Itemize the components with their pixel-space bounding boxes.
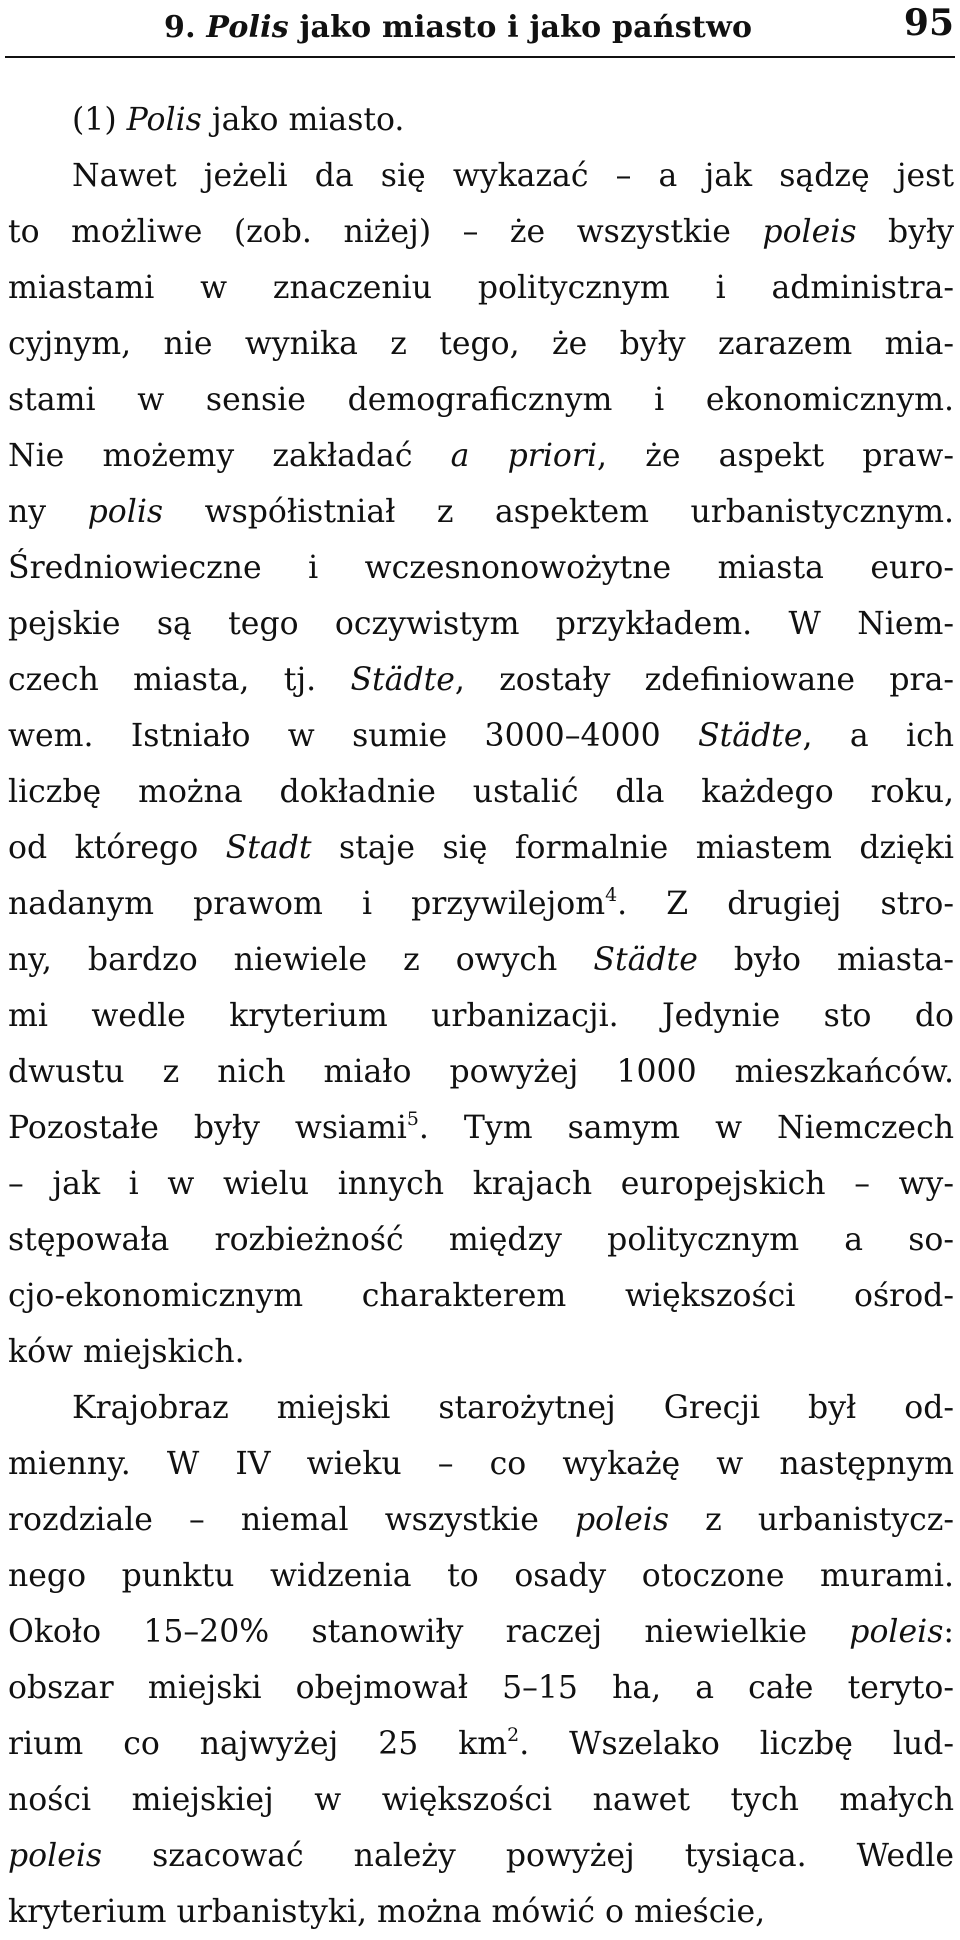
italic-term: Städte bbox=[593, 942, 698, 978]
text-line bbox=[0, 484, 960, 540]
text-line bbox=[0, 820, 960, 876]
text-run: ków miejskich. bbox=[8, 1334, 245, 1370]
text-line bbox=[0, 1660, 960, 1716]
text-run: szacować należy powyżej tysiąca. Wedle bbox=[102, 1838, 954, 1874]
text-line bbox=[0, 708, 960, 764]
text-line bbox=[0, 932, 960, 988]
text-run: było miasta- bbox=[697, 942, 954, 978]
text-line bbox=[0, 204, 960, 260]
text-line bbox=[0, 596, 960, 652]
text-run: były bbox=[856, 214, 955, 250]
footnote-ref: 2 bbox=[507, 1723, 520, 1746]
title-italic: Polis bbox=[206, 10, 289, 45]
text-run: kryterium urbanistyki, można mówić o mieście, bbox=[8, 1894, 766, 1930]
text-line bbox=[0, 92, 960, 148]
italic-term: poleis bbox=[8, 1838, 103, 1874]
text-line bbox=[0, 652, 960, 708]
text-line bbox=[0, 1604, 960, 1660]
text-run: , a ich bbox=[802, 718, 954, 754]
text-line bbox=[0, 1884, 960, 1940]
text-line bbox=[0, 372, 960, 428]
text-run: ny, bardzo niewiele z owych bbox=[8, 942, 594, 978]
text-run: staje się formalnie miastem dzięki bbox=[311, 830, 954, 866]
text-run: cjo-ekonomicznym charakterem większości ośrod- bbox=[8, 1278, 954, 1314]
text-run: , zostały zdefiniowane pra- bbox=[454, 662, 954, 698]
italic-term: poleis bbox=[762, 214, 857, 250]
text-line bbox=[0, 1324, 960, 1380]
text-line bbox=[0, 316, 960, 372]
text-run: rozdziale – niemal wszystkie bbox=[8, 1502, 575, 1538]
text-run: od którego bbox=[8, 830, 226, 866]
text-line bbox=[0, 1828, 960, 1884]
title-rest: jako miasto i jako państwo bbox=[299, 10, 753, 45]
body-text bbox=[0, 92, 960, 1940]
text-run: Średniowieczne i wczesnonowożytne miasta euro- bbox=[8, 550, 954, 586]
text-run: – jak i w wielu innych krajach europejskich – wy- bbox=[8, 1166, 954, 1202]
text-line bbox=[0, 1044, 960, 1100]
text-line bbox=[0, 540, 960, 596]
text-run: , że aspekt praw- bbox=[597, 438, 954, 474]
text-run: Krajobraz miejski starożytnej Grecji był od- bbox=[72, 1390, 954, 1426]
italic-term: polis bbox=[87, 494, 164, 530]
text-run: czech miasta, tj. bbox=[8, 662, 351, 698]
italic-term: Städte bbox=[350, 662, 455, 698]
text-run: to możliwe (zob. niżej) – że wszystkie bbox=[8, 214, 763, 250]
text-line bbox=[0, 1492, 960, 1548]
text-run: mi wedle kryterium urbanizacji. Jedynie sto do bbox=[8, 998, 954, 1034]
text-line bbox=[0, 1212, 960, 1268]
text-run: stami w sensie demograficznym i ekonomicznym. bbox=[8, 382, 954, 418]
text-run: dwustu z nich miało powyżej 1000 mieszkańców. bbox=[8, 1054, 954, 1090]
text-run: z urbanistycz- bbox=[669, 1502, 954, 1538]
text-run: Nawet jeżeli da się wykazać – a jak sądzę jest bbox=[72, 158, 954, 194]
text-run: wem. Istniało w sumie 3000–4000 bbox=[8, 718, 698, 754]
text-run: (1) bbox=[72, 102, 127, 138]
text-run: Około 15–20% stanowiły raczej niewielkie bbox=[8, 1614, 850, 1650]
footnote-ref: 4 bbox=[605, 883, 618, 906]
text-line bbox=[0, 428, 960, 484]
text-run: ności miejskiej w większości nawet tych małych bbox=[8, 1782, 954, 1818]
italic-term: Polis bbox=[126, 102, 202, 138]
text-line bbox=[0, 148, 960, 204]
text-run: cyjnym, nie wynika z tego, że były zarazem mia- bbox=[8, 326, 954, 362]
text-line bbox=[0, 1716, 960, 1772]
page-number: 95 bbox=[903, 2, 954, 44]
text-run: . Wszelako liczbę lud- bbox=[519, 1726, 954, 1762]
text-line bbox=[0, 988, 960, 1044]
text-run: obszar miejski obejmował 5–15 ha, a całe teryto- bbox=[8, 1670, 954, 1706]
italic-term: poleis bbox=[574, 1502, 670, 1538]
italic-term: a priori bbox=[450, 438, 598, 474]
text-run: Pozostałe były wsiami bbox=[8, 1110, 407, 1146]
text-line bbox=[0, 260, 960, 316]
text-run: rium co najwyżej 25 km bbox=[8, 1726, 508, 1762]
header-rule bbox=[5, 56, 955, 58]
text-run: miastami w znaczeniu politycznym i administra- bbox=[8, 270, 954, 306]
text-run: mienny. W IV wieku – co wykażę w następnym bbox=[8, 1446, 954, 1482]
text-run: nadanym prawom i przywilejom bbox=[8, 886, 606, 922]
text-line bbox=[0, 1772, 960, 1828]
text-line bbox=[0, 1268, 960, 1324]
text-run: stępowała rozbieżność między politycznym a so- bbox=[8, 1222, 954, 1258]
text-line bbox=[0, 1100, 960, 1156]
text-run: ny bbox=[8, 494, 88, 530]
text-run: : bbox=[943, 1614, 954, 1650]
italic-term: poleis bbox=[849, 1614, 944, 1650]
italic-term: Städte bbox=[697, 718, 803, 754]
text-run: nego punktu widzenia to osady otoczone murami. bbox=[8, 1558, 954, 1594]
text-line bbox=[0, 876, 960, 932]
chapter-number: 9. bbox=[164, 10, 196, 45]
text-line bbox=[0, 1156, 960, 1212]
running-title bbox=[164, 10, 752, 45]
text-run: pejskie są tego oczywistym przykładem. W Niem- bbox=[8, 606, 954, 642]
running-header bbox=[0, 0, 960, 60]
text-run: liczbę można dokładnie ustalić dla każdego roku, bbox=[8, 774, 954, 810]
text-run: Nie możemy zakładać bbox=[8, 438, 451, 474]
text-line bbox=[0, 1380, 960, 1436]
italic-term: Stadt bbox=[225, 830, 312, 866]
text-run: . Tym samym w Niemczech bbox=[418, 1110, 954, 1146]
text-run: jako miasto. bbox=[201, 102, 405, 138]
text-line bbox=[0, 764, 960, 820]
text-line bbox=[0, 1548, 960, 1604]
footnote-ref: 5 bbox=[406, 1107, 419, 1130]
text-run: . Z drugiej stro- bbox=[617, 886, 954, 922]
text-run: współistniał z aspektem urbanistycznym. bbox=[163, 494, 954, 530]
text-line bbox=[0, 1436, 960, 1492]
